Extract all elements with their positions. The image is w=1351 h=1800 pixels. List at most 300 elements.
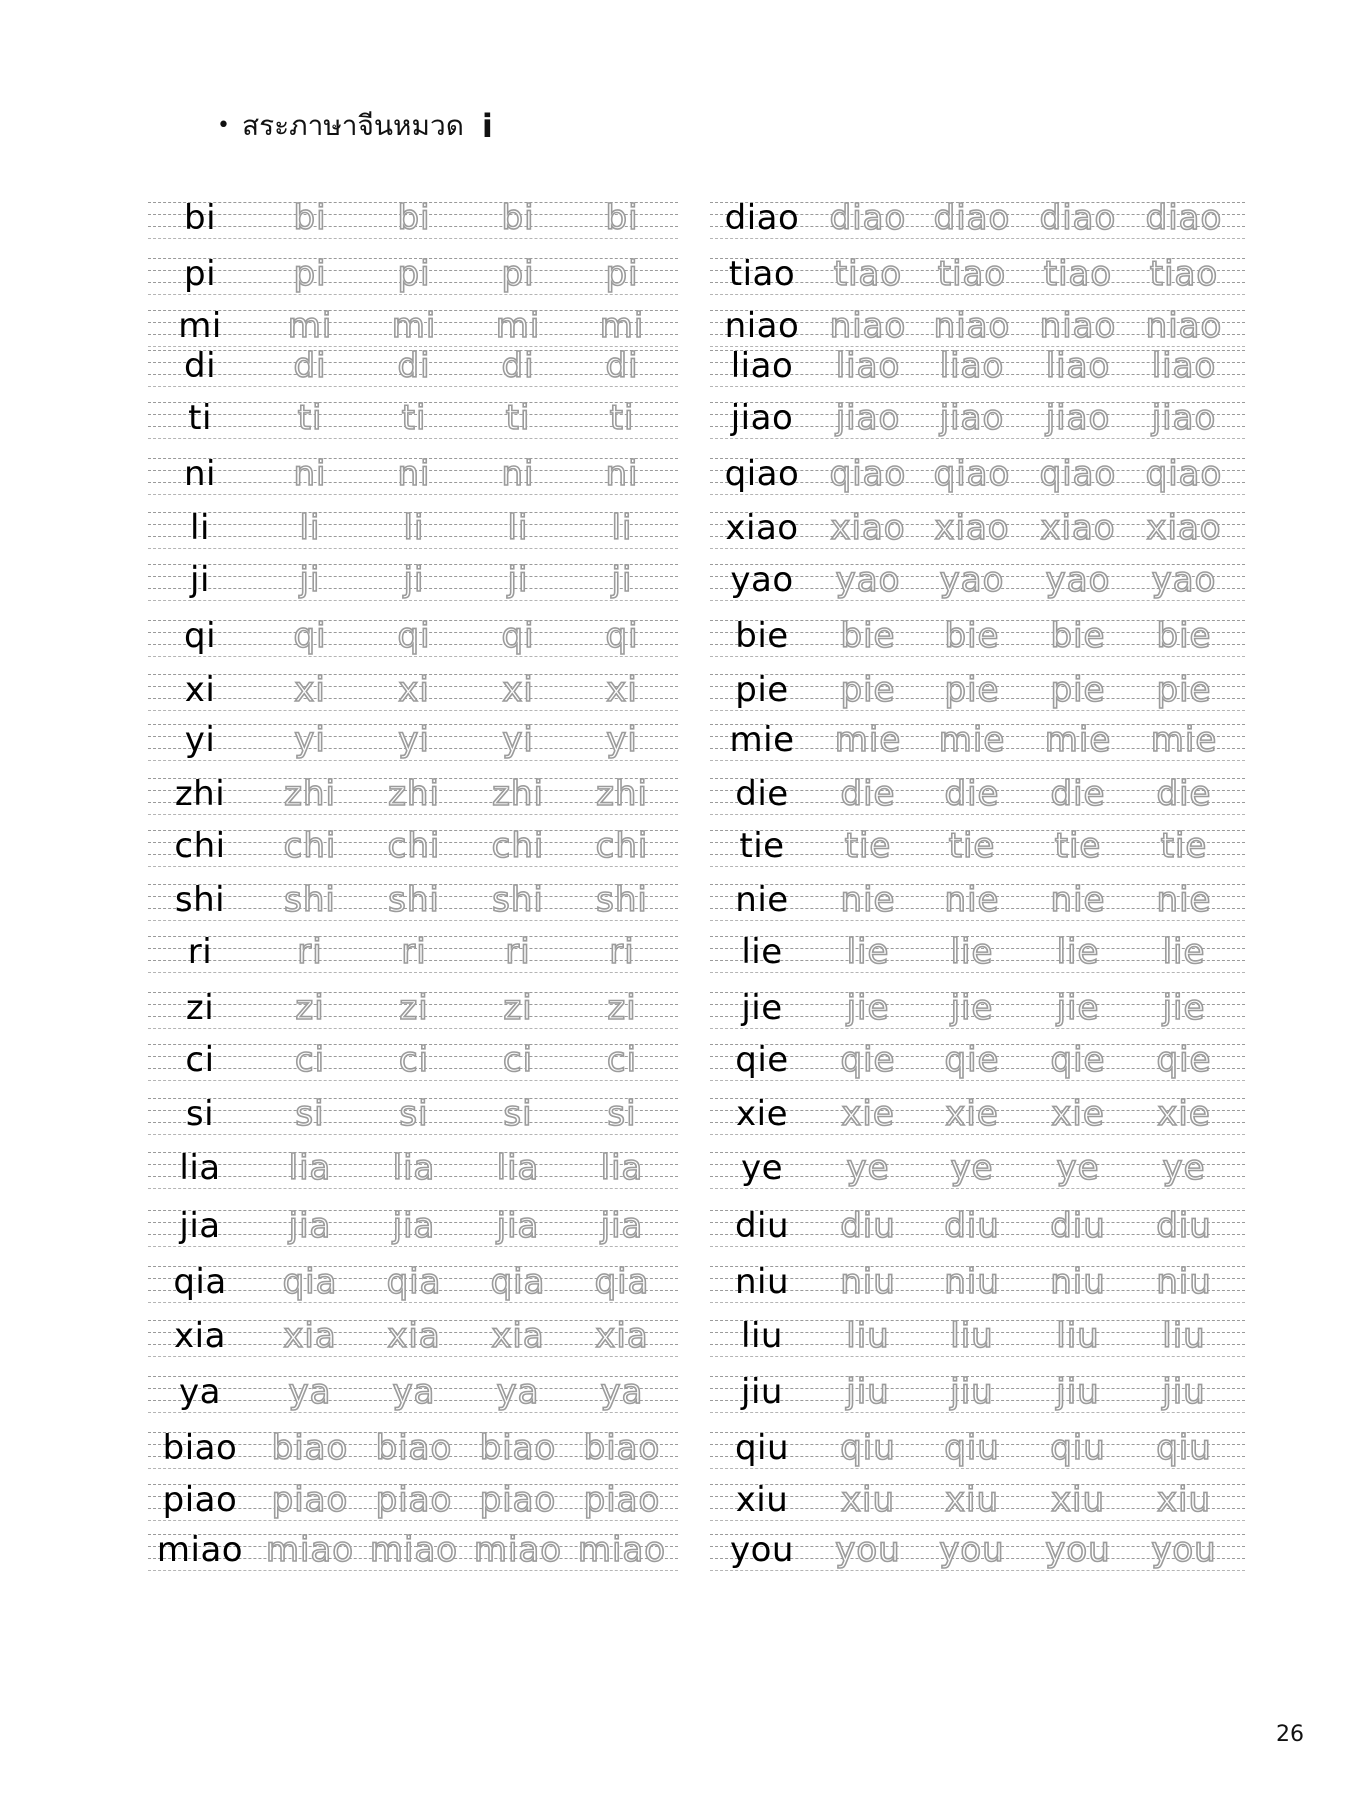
- guide-line: [148, 656, 678, 657]
- guide-line: [710, 760, 1245, 761]
- trace-syllable[interactable]: piao: [583, 1480, 661, 1520]
- guide-line: [148, 710, 678, 711]
- practice-row: [710, 714, 1245, 766]
- trace-syllable[interactable]: yi: [294, 720, 326, 760]
- guide-line: [710, 1570, 1245, 1571]
- trace-syllable[interactable]: ri: [505, 932, 531, 972]
- trace-syllable[interactable]: jia: [600, 1206, 644, 1246]
- trace-syllable[interactable]: si: [295, 1094, 325, 1134]
- trace-syllable[interactable]: diao: [933, 198, 1011, 238]
- trace-syllable[interactable]: jiao: [1045, 398, 1111, 438]
- model-syllable: xiu: [735, 1480, 789, 1520]
- trace-syllable[interactable]: ye: [950, 1148, 994, 1188]
- trace-syllable[interactable]: niao: [1039, 306, 1117, 346]
- guide-line: [148, 760, 678, 761]
- trace-syllable[interactable]: pie: [1050, 670, 1106, 710]
- trace-syllable[interactable]: pie: [840, 670, 896, 710]
- trace-syllable[interactable]: jiu: [950, 1372, 994, 1412]
- trace-syllable[interactable]: shi: [492, 880, 544, 920]
- trace-syllable[interactable]: you: [835, 1530, 901, 1570]
- trace-syllable[interactable]: ji: [507, 560, 529, 600]
- model-syllable: jie: [741, 988, 783, 1028]
- model-syllable: xi: [184, 670, 216, 710]
- model-syllable: ri: [187, 932, 213, 972]
- trace-syllable[interactable]: xiu: [1050, 1480, 1106, 1520]
- practice-row: [710, 1034, 1245, 1086]
- trace-syllable[interactable]: biao: [479, 1428, 557, 1468]
- guide-line: [710, 238, 1245, 239]
- trace-syllable[interactable]: ya: [392, 1372, 436, 1412]
- trace-syllable[interactable]: xiao: [830, 508, 906, 548]
- trace-syllable[interactable]: diu: [944, 1206, 1000, 1246]
- model-syllable: qi: [183, 616, 217, 656]
- trace-syllable[interactable]: qi: [397, 616, 431, 656]
- trace-syllable[interactable]: mie: [938, 720, 1006, 760]
- model-syllable: diao: [724, 198, 800, 238]
- trace-syllable[interactable]: ya: [288, 1372, 332, 1412]
- trace-syllable[interactable]: pi: [605, 254, 639, 294]
- trace-syllable[interactable]: yi: [502, 720, 534, 760]
- heading-text: สระภาษาจีนหมวด: [241, 109, 464, 142]
- trace-syllable[interactable]: lia: [392, 1148, 436, 1188]
- trace-syllable[interactable]: you: [1045, 1530, 1111, 1570]
- practice-row: [148, 926, 678, 978]
- practice-row: [710, 192, 1245, 244]
- trace-syllable[interactable]: chi: [387, 826, 441, 866]
- page-number: 26: [1276, 1722, 1304, 1747]
- trace-syllable[interactable]: you: [939, 1530, 1005, 1570]
- trace-syllable[interactable]: yao: [1045, 560, 1111, 600]
- trace-syllable[interactable]: ci: [398, 1040, 430, 1080]
- trace-syllable[interactable]: chi: [595, 826, 649, 866]
- trace-syllable[interactable]: nie: [1050, 880, 1106, 920]
- trace-syllable[interactable]: zi: [503, 988, 533, 1028]
- trace-syllable[interactable]: si: [399, 1094, 429, 1134]
- trace-syllable[interactable]: yi: [606, 720, 638, 760]
- trace-syllable[interactable]: qia: [594, 1262, 650, 1302]
- trace-syllable[interactable]: liu: [1056, 1316, 1100, 1356]
- trace-syllable[interactable]: liao: [835, 346, 901, 386]
- trace-syllable[interactable]: xi: [502, 670, 534, 710]
- model-syllable: ti: [188, 398, 212, 438]
- trace-syllable[interactable]: tie: [844, 826, 892, 866]
- trace-syllable[interactable]: nie: [944, 880, 1000, 920]
- trace-syllable[interactable]: di: [397, 346, 431, 386]
- practice-row: [710, 448, 1245, 500]
- trace-syllable[interactable]: biao: [375, 1428, 453, 1468]
- model-syllable: liu: [741, 1316, 783, 1356]
- trace-syllable[interactable]: bie: [944, 616, 1000, 656]
- trace-syllable[interactable]: qia: [490, 1262, 546, 1302]
- trace-syllable[interactable]: qie: [1156, 1040, 1212, 1080]
- trace-syllable[interactable]: xiu: [944, 1480, 1000, 1520]
- trace-syllable[interactable]: niao: [829, 306, 907, 346]
- trace-syllable[interactable]: di: [293, 346, 327, 386]
- trace-syllable[interactable]: xia: [491, 1316, 545, 1356]
- trace-syllable[interactable]: shi: [596, 880, 648, 920]
- guide-line: [710, 1246, 1245, 1247]
- trace-syllable[interactable]: nie: [1156, 880, 1212, 920]
- model-syllable: die: [735, 774, 789, 814]
- trace-syllable[interactable]: jie: [950, 988, 994, 1028]
- trace-syllable[interactable]: die: [1050, 774, 1106, 814]
- trace-syllable[interactable]: ti: [609, 398, 635, 438]
- trace-syllable[interactable]: qiu: [840, 1428, 896, 1468]
- trace-syllable[interactable]: mie: [1044, 720, 1112, 760]
- practice-row: [710, 554, 1245, 606]
- model-syllable: ye: [740, 1148, 784, 1188]
- model-syllable: lie: [741, 932, 783, 972]
- trace-syllable[interactable]: zhi: [388, 774, 440, 814]
- practice-row: [148, 1142, 678, 1194]
- trace-syllable[interactable]: diu: [1156, 1206, 1212, 1246]
- model-syllable: mie: [729, 720, 795, 760]
- trace-syllable[interactable]: you: [1151, 1530, 1217, 1570]
- trace-syllable[interactable]: ti: [297, 398, 323, 438]
- trace-syllable[interactable]: miao: [577, 1530, 667, 1570]
- trace-syllable[interactable]: ni: [501, 454, 535, 494]
- trace-syllable[interactable]: ti: [401, 398, 427, 438]
- guide-line: [710, 1468, 1245, 1469]
- model-syllable: miao: [156, 1530, 244, 1570]
- trace-syllable[interactable]: jia: [288, 1206, 332, 1246]
- trace-syllable[interactable]: mie: [834, 720, 902, 760]
- trace-syllable[interactable]: ni: [605, 454, 639, 494]
- trace-syllable[interactable]: zi: [399, 988, 429, 1028]
- practice-row: [148, 554, 678, 606]
- trace-syllable[interactable]: lia: [288, 1148, 332, 1188]
- practice-row: [148, 714, 678, 766]
- trace-syllable[interactable]: nie: [840, 880, 896, 920]
- trace-syllable[interactable]: liu: [846, 1316, 890, 1356]
- trace-syllable[interactable]: chi: [491, 826, 545, 866]
- trace-syllable[interactable]: qiu: [944, 1428, 1000, 1468]
- trace-syllable[interactable]: niu: [1050, 1262, 1106, 1302]
- trace-syllable[interactable]: si: [503, 1094, 533, 1134]
- trace-syllable[interactable]: qia: [386, 1262, 442, 1302]
- trace-syllable[interactable]: diao: [1145, 198, 1223, 238]
- trace-syllable[interactable]: pi: [293, 254, 327, 294]
- guide-line: [710, 866, 1245, 867]
- trace-syllable[interactable]: die: [1156, 774, 1212, 814]
- trace-syllable[interactable]: xia: [595, 1316, 649, 1356]
- trace-syllable[interactable]: qiao: [1039, 454, 1117, 494]
- practice-row: [148, 1034, 678, 1086]
- trace-syllable[interactable]: qiao: [933, 454, 1011, 494]
- trace-syllable[interactable]: qie: [944, 1040, 1000, 1080]
- trace-syllable[interactable]: zi: [295, 988, 325, 1028]
- trace-syllable[interactable]: lie: [1162, 932, 1206, 972]
- trace-syllable[interactable]: piao: [271, 1480, 349, 1520]
- trace-syllable[interactable]: lia: [496, 1148, 540, 1188]
- model-syllable: chi: [174, 826, 226, 866]
- trace-syllable[interactable]: tiao: [1043, 254, 1113, 294]
- guide-line: [710, 294, 1245, 295]
- trace-syllable[interactable]: qiu: [1050, 1428, 1106, 1468]
- trace-syllable[interactable]: yao: [939, 560, 1005, 600]
- model-syllable: ni: [184, 454, 216, 494]
- model-syllable: ya: [179, 1372, 221, 1412]
- trace-syllable[interactable]: xi: [294, 670, 326, 710]
- trace-syllable[interactable]: bi: [397, 198, 431, 238]
- trace-syllable[interactable]: ji: [403, 560, 425, 600]
- trace-syllable[interactable]: xiao: [1040, 508, 1116, 548]
- guide-line: [710, 438, 1245, 439]
- trace-syllable[interactable]: qia: [282, 1262, 338, 1302]
- guide-line: [710, 1188, 1245, 1189]
- guide-line: [148, 1080, 678, 1081]
- guide-line: [148, 386, 678, 387]
- trace-syllable[interactable]: bi: [293, 198, 327, 238]
- trace-syllable[interactable]: liu: [1162, 1316, 1206, 1356]
- trace-syllable[interactable]: qiu: [1156, 1428, 1212, 1468]
- guide-line: [148, 1302, 678, 1303]
- trace-syllable[interactable]: qie: [1050, 1040, 1106, 1080]
- trace-syllable[interactable]: bi: [605, 198, 639, 238]
- trace-syllable[interactable]: miao: [265, 1530, 355, 1570]
- practice-row: [710, 768, 1245, 820]
- guide-line: [148, 1356, 678, 1357]
- practice-row: [148, 1310, 678, 1362]
- trace-syllable[interactable]: ci: [502, 1040, 534, 1080]
- trace-syllable[interactable]: ji: [299, 560, 321, 600]
- trace-syllable[interactable]: xiu: [840, 1480, 896, 1520]
- trace-syllable[interactable]: liao: [1151, 346, 1217, 386]
- trace-syllable[interactable]: ci: [294, 1040, 326, 1080]
- model-syllable: bi: [183, 198, 217, 238]
- trace-syllable[interactable]: si: [607, 1094, 637, 1134]
- trace-syllable[interactable]: jia: [496, 1206, 540, 1246]
- model-syllable: xiao: [725, 508, 799, 548]
- model-syllable: li: [190, 508, 210, 548]
- trace-syllable[interactable]: piao: [375, 1480, 453, 1520]
- practice-row: [148, 340, 678, 392]
- trace-syllable[interactable]: ye: [1162, 1148, 1206, 1188]
- guide-line: [710, 656, 1245, 657]
- trace-syllable[interactable]: mi: [599, 306, 645, 346]
- model-syllable: yi: [184, 720, 216, 760]
- model-syllable: pie: [735, 670, 789, 710]
- model-syllable: piao: [162, 1480, 238, 1520]
- trace-syllable[interactable]: ci: [606, 1040, 638, 1080]
- model-syllable: liao: [730, 346, 794, 386]
- trace-syllable[interactable]: bie: [840, 616, 896, 656]
- trace-syllable[interactable]: qi: [293, 616, 327, 656]
- trace-syllable[interactable]: die: [840, 774, 896, 814]
- trace-syllable[interactable]: pie: [1156, 670, 1212, 710]
- trace-syllable[interactable]: xie: [841, 1094, 895, 1134]
- trace-syllable[interactable]: die: [944, 774, 1000, 814]
- trace-syllable[interactable]: jiao: [939, 398, 1005, 438]
- model-syllable: yao: [730, 560, 794, 600]
- trace-syllable[interactable]: niao: [933, 306, 1011, 346]
- trace-syllable[interactable]: shi: [284, 880, 336, 920]
- trace-syllable[interactable]: qiao: [1145, 454, 1223, 494]
- trace-syllable[interactable]: miao: [473, 1530, 563, 1570]
- trace-syllable[interactable]: tiao: [833, 254, 903, 294]
- model-syllable: lia: [179, 1148, 221, 1188]
- trace-syllable[interactable]: ya: [600, 1372, 644, 1412]
- practice-row: [148, 1474, 678, 1526]
- trace-syllable[interactable]: liu: [950, 1316, 994, 1356]
- trace-syllable[interactable]: bi: [501, 198, 535, 238]
- trace-syllable[interactable]: qi: [501, 616, 535, 656]
- trace-syllable[interactable]: diao: [829, 198, 907, 238]
- guide-line: [148, 1520, 678, 1521]
- trace-syllable[interactable]: lie: [950, 932, 994, 972]
- bullet-icon: •: [217, 113, 230, 138]
- guide-line: [148, 494, 678, 495]
- guide-line: [148, 1570, 678, 1571]
- trace-syllable[interactable]: jie: [1056, 988, 1100, 1028]
- practice-row: [148, 1524, 678, 1576]
- trace-syllable[interactable]: diu: [1050, 1206, 1106, 1246]
- practice-row: [148, 300, 678, 352]
- trace-syllable[interactable]: yao: [835, 560, 901, 600]
- trace-syllable[interactable]: xie: [1157, 1094, 1211, 1134]
- model-syllable: diu: [734, 1206, 790, 1246]
- trace-syllable[interactable]: ri: [609, 932, 635, 972]
- trace-syllable[interactable]: jiu: [846, 1372, 890, 1412]
- trace-syllable[interactable]: jiu: [1056, 1372, 1100, 1412]
- trace-syllable[interactable]: jie: [1162, 988, 1206, 1028]
- trace-syllable[interactable]: chi: [283, 826, 337, 866]
- trace-syllable[interactable]: niu: [840, 1262, 896, 1302]
- trace-syllable[interactable]: yao: [1151, 560, 1217, 600]
- trace-syllable[interactable]: qi: [605, 616, 639, 656]
- trace-syllable[interactable]: liao: [1045, 346, 1111, 386]
- guide-line: [710, 1412, 1245, 1413]
- trace-syllable[interactable]: xiao: [934, 508, 1010, 548]
- practice-row: [710, 248, 1245, 300]
- guide-line: [710, 1356, 1245, 1357]
- trace-syllable[interactable]: ya: [496, 1372, 540, 1412]
- model-syllable: zi: [185, 988, 215, 1028]
- trace-syllable[interactable]: xia: [283, 1316, 337, 1356]
- trace-syllable[interactable]: qie: [840, 1040, 896, 1080]
- model-syllable: tie: [739, 826, 785, 866]
- practice-row: [710, 1200, 1245, 1252]
- trace-syllable[interactable]: zi: [607, 988, 637, 1028]
- trace-syllable[interactable]: lia: [600, 1148, 644, 1188]
- trace-syllable[interactable]: qiao: [829, 454, 907, 494]
- trace-syllable[interactable]: di: [605, 346, 639, 386]
- trace-syllable[interactable]: xia: [387, 1316, 441, 1356]
- trace-syllable[interactable]: mi: [391, 306, 437, 346]
- trace-syllable[interactable]: xi: [606, 670, 638, 710]
- trace-syllable[interactable]: ri: [401, 932, 427, 972]
- trace-syllable[interactable]: yi: [398, 720, 430, 760]
- trace-syllable[interactable]: jiu: [1162, 1372, 1206, 1412]
- trace-syllable[interactable]: shi: [388, 880, 440, 920]
- trace-syllable[interactable]: diu: [840, 1206, 896, 1246]
- trace-syllable[interactable]: diao: [1039, 198, 1117, 238]
- model-syllable: si: [185, 1094, 215, 1134]
- trace-syllable[interactable]: ye: [846, 1148, 890, 1188]
- trace-syllable[interactable]: pi: [501, 254, 535, 294]
- practice-row: [710, 1524, 1245, 1576]
- guide-line: [148, 438, 678, 439]
- trace-syllable[interactable]: xi: [398, 670, 430, 710]
- trace-syllable[interactable]: mie: [1150, 720, 1218, 760]
- trace-syllable[interactable]: tie: [948, 826, 996, 866]
- trace-syllable[interactable]: li: [403, 508, 425, 548]
- trace-syllable[interactable]: niu: [1156, 1262, 1212, 1302]
- trace-syllable[interactable]: tiao: [1149, 254, 1219, 294]
- trace-syllable[interactable]: ji: [611, 560, 633, 600]
- guide-line: [148, 294, 678, 295]
- trace-syllable[interactable]: miao: [369, 1530, 459, 1570]
- guide-line: [710, 1302, 1245, 1303]
- trace-syllable[interactable]: liao: [939, 346, 1005, 386]
- trace-syllable[interactable]: tie: [1054, 826, 1102, 866]
- trace-syllable[interactable]: jie: [846, 988, 890, 1028]
- trace-syllable[interactable]: li: [299, 508, 321, 548]
- model-syllable: bie: [735, 616, 789, 656]
- trace-syllable[interactable]: pie: [944, 670, 1000, 710]
- trace-syllable[interactable]: tiao: [937, 254, 1007, 294]
- practice-row: [148, 392, 678, 444]
- trace-syllable[interactable]: jiao: [835, 398, 901, 438]
- trace-syllable[interactable]: ri: [297, 932, 323, 972]
- trace-syllable[interactable]: mi: [287, 306, 333, 346]
- practice-row: [148, 1200, 678, 1252]
- trace-syllable[interactable]: lie: [1056, 932, 1100, 972]
- model-syllable: ci: [185, 1040, 215, 1080]
- trace-syllable[interactable]: mi: [495, 306, 541, 346]
- trace-syllable[interactable]: xiao: [1146, 508, 1222, 548]
- trace-syllable[interactable]: biao: [271, 1428, 349, 1468]
- trace-syllable[interactable]: bie: [1050, 616, 1106, 656]
- section-heading: [217, 104, 493, 148]
- trace-syllable[interactable]: lie: [846, 932, 890, 972]
- guide-line: [148, 548, 678, 549]
- trace-syllable[interactable]: zhi: [492, 774, 544, 814]
- practice-row: [710, 1256, 1245, 1308]
- trace-syllable[interactable]: tie: [1160, 826, 1208, 866]
- trace-syllable[interactable]: di: [501, 346, 535, 386]
- trace-syllable[interactable]: li: [611, 508, 633, 548]
- model-syllable: qia: [173, 1262, 227, 1302]
- model-syllable: pi: [183, 254, 217, 294]
- trace-syllable[interactable]: piao: [479, 1480, 557, 1520]
- trace-syllable[interactable]: jiao: [1151, 398, 1217, 438]
- guide-line: [148, 238, 678, 239]
- trace-syllable[interactable]: niao: [1145, 306, 1223, 346]
- trace-syllable[interactable]: zhi: [596, 774, 648, 814]
- trace-syllable[interactable]: xie: [945, 1094, 999, 1134]
- guide-line: [148, 1134, 678, 1135]
- trace-syllable[interactable]: bie: [1156, 616, 1212, 656]
- trace-syllable[interactable]: jia: [392, 1206, 436, 1246]
- trace-syllable[interactable]: xie: [1051, 1094, 1105, 1134]
- trace-syllable[interactable]: li: [507, 508, 529, 548]
- practice-row: [710, 982, 1245, 1034]
- practice-row: [710, 1142, 1245, 1194]
- trace-syllable[interactable]: xiu: [1156, 1480, 1212, 1520]
- trace-syllable[interactable]: pi: [397, 254, 431, 294]
- trace-syllable[interactable]: ni: [397, 454, 431, 494]
- trace-syllable[interactable]: biao: [583, 1428, 661, 1468]
- trace-syllable[interactable]: zhi: [284, 774, 336, 814]
- trace-syllable[interactable]: ye: [1056, 1148, 1100, 1188]
- practice-row: [148, 1366, 678, 1418]
- model-syllable: mi: [178, 306, 222, 346]
- practice-row: [710, 340, 1245, 392]
- trace-syllable[interactable]: ni: [293, 454, 327, 494]
- trace-syllable[interactable]: niu: [944, 1262, 1000, 1302]
- trace-syllable[interactable]: ti: [505, 398, 531, 438]
